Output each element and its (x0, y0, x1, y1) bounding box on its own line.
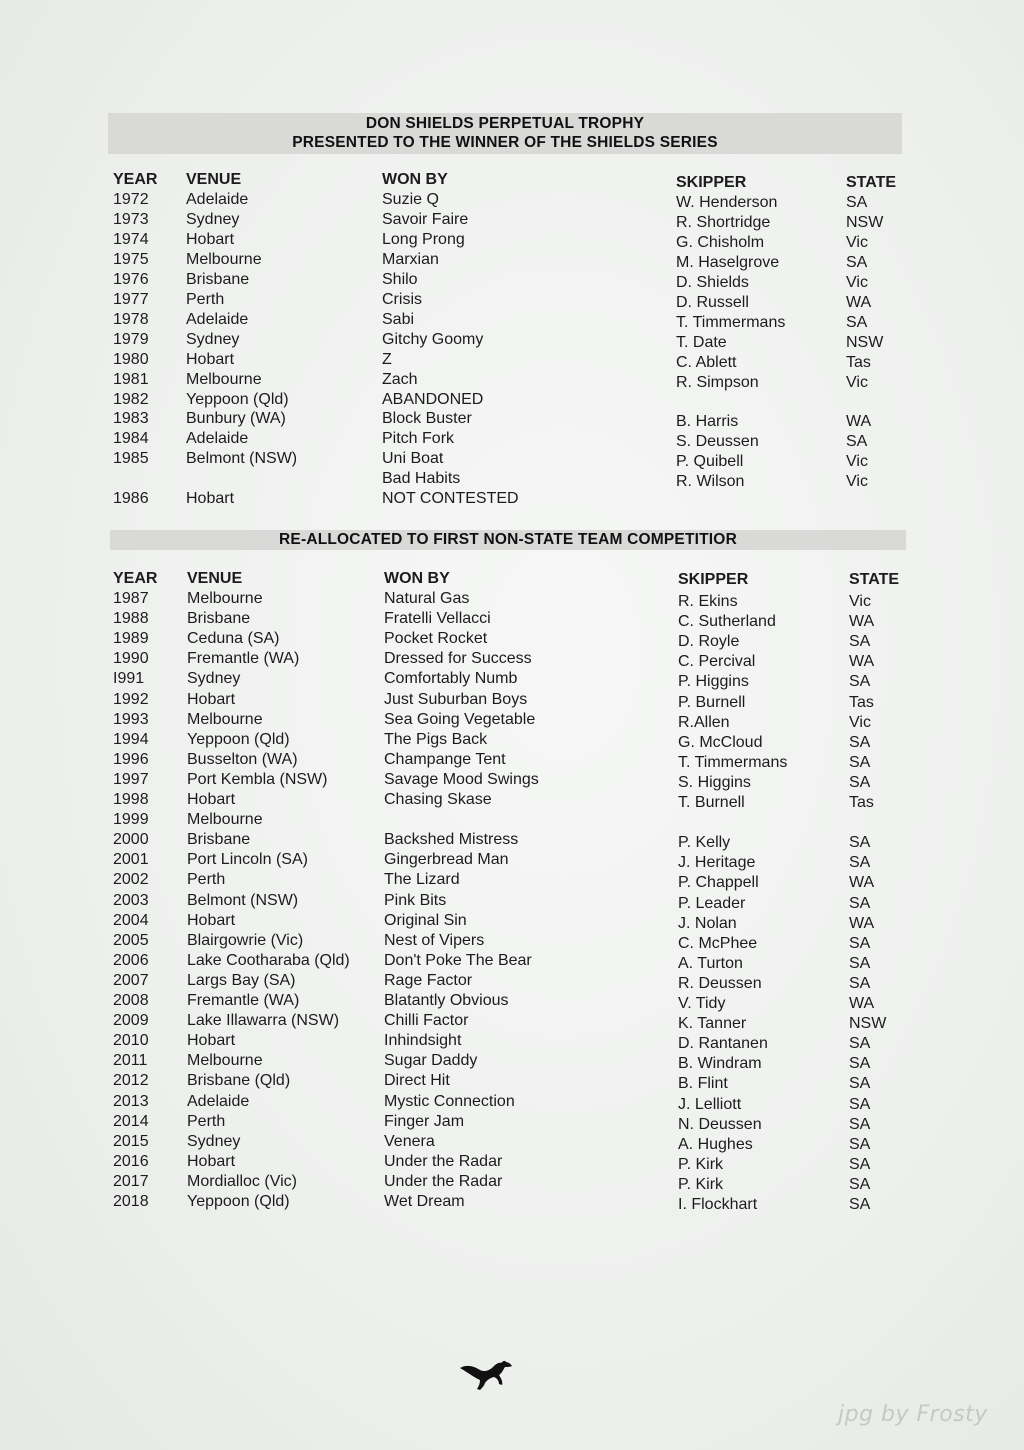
cell-skipper: P. Kirk (678, 1155, 724, 1173)
table-row (0, 991, 1024, 1011)
cell-won-by: Z (382, 350, 392, 368)
column-header-state: STATE (846, 174, 897, 191)
table-row (0, 951, 1024, 971)
cell-venue: Adelaide (186, 430, 249, 448)
cell-skipper: P. Kirk (678, 1175, 724, 1193)
cell-year: 1975 (113, 250, 149, 268)
cell-venue: Yeppoon (Qld) (187, 730, 290, 748)
cell-won-by: Bad Habits (382, 470, 461, 488)
cell-state: NSW (846, 213, 884, 231)
table-row (0, 1152, 1024, 1172)
table-row (0, 1172, 1024, 1192)
cell-year: 2007 (113, 971, 149, 989)
cell-year: 1990 (113, 650, 149, 668)
cell-skipper: M. Haselgrove (676, 253, 780, 271)
table-row (0, 850, 1024, 870)
cell-state: WA (849, 914, 875, 932)
table-row (0, 469, 1024, 489)
cell-venue: Lake Cootharaba (Qld) (187, 951, 350, 969)
cell-won-by: Finger Jam (384, 1112, 465, 1130)
cell-venue: Port Kembla (NSW) (187, 770, 328, 788)
cell-won-by: Just Suburban Boys (384, 690, 528, 708)
cell-venue: Yeppoon (Qld) (187, 1193, 290, 1210)
cell-skipper: R. Shortridge (676, 213, 771, 231)
cell-state: NSW (846, 333, 884, 351)
table-row (0, 190, 1024, 210)
reallocated-title: RE-ALLOCATED TO FIRST NON-STATE TEAM COMPETITIOR (279, 531, 737, 548)
cell-year: 2009 (113, 1012, 149, 1030)
cell-skipper: R. Wilson (676, 473, 745, 491)
cell-year: 2005 (113, 931, 149, 949)
cell-state: SA (846, 253, 868, 271)
kangaroo-icon (458, 1356, 514, 1392)
cell-skipper: B. Flint (678, 1075, 728, 1093)
cell-won-by: Sabi (382, 310, 415, 328)
cell-won-by: NOT CONTESTED (382, 490, 519, 508)
cell-won-by: Block Buster (382, 410, 472, 428)
cell-year: 2001 (113, 851, 149, 869)
cell-skipper: P. Higgins (678, 673, 749, 691)
cell-venue: Ceduna (SA) (187, 630, 280, 648)
cell-state: Tas (846, 353, 871, 371)
reallocated-title-banner (110, 530, 906, 550)
trophy-title-banner (108, 113, 902, 154)
cell-year: 2011 (113, 1052, 148, 1070)
cell-year: 1998 (113, 791, 149, 808)
cell-skipper: S. Higgins (678, 773, 751, 791)
table-header-row (0, 170, 1024, 190)
cell-state: SA (849, 1115, 871, 1133)
cell-state: SA (849, 974, 871, 992)
cell-year: 1988 (113, 610, 149, 628)
cell-venue: Port Lincoln (SA) (187, 851, 308, 869)
table-row (0, 911, 1024, 931)
cell-year: 1992 (113, 690, 149, 708)
cell-year: 1996 (113, 750, 149, 768)
cell-year: 2003 (113, 891, 149, 909)
cell-skipper: V. Tidy (678, 995, 726, 1012)
table-row (0, 770, 1024, 790)
cell-state: WA (849, 653, 875, 671)
cell-state: SA (849, 1155, 871, 1173)
cell-skipper: C. McPhee (678, 934, 758, 952)
cell-venue: Sydney (186, 210, 240, 228)
table-row (0, 370, 1024, 390)
cell-won-by: Pink Bits (384, 891, 447, 909)
table-row (0, 931, 1024, 951)
cell-state: Tas (849, 794, 874, 811)
cell-skipper: P. Leader (678, 894, 746, 912)
cell-venue: Hobart (187, 911, 236, 929)
table-row (0, 891, 1024, 911)
cell-skipper: W. Henderson (676, 194, 778, 211)
cell-won-by: Champange Tent (384, 750, 506, 768)
cell-year: 2010 (113, 1032, 149, 1050)
cell-year: 1987 (113, 590, 149, 607)
table-row (0, 810, 1024, 830)
table-row (0, 1031, 1024, 1051)
cell-year: 1997 (113, 770, 149, 788)
cell-year: 1982 (113, 390, 149, 408)
cell-state: SA (849, 1095, 871, 1113)
cell-year: 2006 (113, 951, 149, 969)
column-header-won-by: WON BY (382, 171, 448, 188)
cell-skipper: G. McCloud (678, 733, 763, 751)
cell-won-by: Dressed for Success (384, 650, 532, 668)
table-row (0, 710, 1024, 730)
cell-won-by: Zach (382, 370, 418, 388)
table-row (0, 669, 1024, 689)
cell-skipper: R. Ekins (678, 593, 738, 610)
cell-won-by: Gingerbread Man (384, 851, 509, 869)
table-row (0, 230, 1024, 250)
cell-year: 2015 (113, 1132, 149, 1150)
table-row (0, 1071, 1024, 1091)
cell-won-by: Venera (384, 1132, 435, 1150)
cell-won-by: Sugar Daddy (384, 1052, 478, 1070)
table-row (0, 870, 1024, 890)
cell-venue: Melbourne (186, 250, 262, 268)
column-header-year: YEAR (113, 171, 158, 188)
table-row (0, 730, 1024, 750)
cell-year: 1978 (113, 310, 149, 328)
cell-venue: Adelaide (187, 1092, 250, 1110)
cell-state: WA (849, 613, 875, 631)
cell-skipper: K. Tanner (678, 1015, 747, 1033)
cell-won-by: Rage Factor (384, 971, 473, 989)
cell-year: 1999 (113, 811, 149, 829)
cell-venue: Hobart (186, 490, 235, 508)
cell-venue: Fremantle (WA) (187, 992, 300, 1009)
cell-won-by: Suzie Q (382, 191, 439, 208)
cell-skipper: D. Shields (676, 273, 749, 291)
cell-won-by: Long Prong (382, 230, 465, 248)
cell-skipper: N. Deussen (678, 1115, 762, 1133)
cell-won-by: Blatantly Obvious (384, 992, 509, 1009)
cell-year: 1974 (113, 230, 149, 248)
table-row (0, 290, 1024, 310)
cell-venue: Busselton (WA) (187, 750, 298, 768)
cell-state: SA (849, 834, 871, 852)
cell-state: SA (849, 894, 871, 912)
cell-venue: Largs Bay (SA) (187, 971, 296, 989)
cell-venue: Melbourne (187, 590, 263, 607)
cell-year: 1983 (113, 410, 149, 428)
cell-skipper: B. Windram (678, 1055, 762, 1073)
cell-venue: Brisbane (186, 270, 250, 288)
table-header-row (0, 569, 1024, 589)
cell-state: SA (849, 1055, 871, 1073)
column-header-state: STATE (849, 571, 900, 588)
cell-state: Tas (849, 693, 874, 711)
cell-won-by: Shilo (382, 270, 418, 288)
cell-won-by: Savage Mood Swings (384, 770, 539, 788)
table-row (0, 750, 1024, 770)
cell-venue: Perth (187, 1112, 226, 1130)
cell-state: SA (849, 1075, 871, 1093)
cell-won-by: Inhindsight (384, 1032, 462, 1050)
cell-skipper: R.Allen (678, 713, 730, 731)
cell-venue: Brisbane (187, 831, 251, 849)
table-row (0, 971, 1024, 991)
table-row (0, 690, 1024, 710)
cell-year: 1979 (113, 330, 149, 348)
cell-skipper: R. Deussen (678, 974, 762, 992)
cell-won-by: Fratelli Vellacci (384, 610, 491, 628)
cell-state: Vic (849, 593, 871, 610)
column-header-venue: VENUE (186, 171, 242, 188)
column-header-year: YEAR (113, 570, 158, 587)
trophy-title: DON SHIELDS PERPETUAL TROPHY (365, 115, 645, 132)
cell-skipper: T. Timmermans (676, 313, 786, 331)
cell-won-by: Marxian (382, 250, 439, 268)
cell-won-by: Crisis (382, 290, 422, 308)
cell-state: SA (846, 313, 868, 331)
cell-year: 1994 (113, 730, 149, 748)
table-row (0, 270, 1024, 290)
cell-won-by: Wet Dream (384, 1193, 465, 1210)
table-row (0, 489, 1024, 509)
cell-state: NSW (849, 1015, 887, 1033)
cell-won-by: Under the Radar (384, 1172, 503, 1190)
cell-won-by: Direct Hit (384, 1072, 450, 1090)
table-row (0, 390, 1024, 410)
cell-won-by: ABANDONED (382, 390, 484, 408)
cell-skipper: C. Percival (678, 653, 756, 671)
cell-won-by: Sea Going Vegetable (384, 710, 536, 728)
cell-venue: Perth (187, 871, 226, 889)
cell-state: WA (846, 413, 872, 431)
cell-skipper: J. Heritage (678, 854, 756, 872)
cell-skipper: G. Chisholm (676, 233, 765, 251)
cell-year: 2016 (113, 1152, 149, 1170)
cell-won-by: Pocket Rocket (384, 630, 488, 648)
cell-year: 1973 (113, 210, 149, 228)
cell-won-by: Chasing Skase (384, 791, 492, 808)
cell-skipper: R. Simpson (676, 373, 759, 391)
cell-state: SA (849, 954, 871, 972)
cell-year: 2013 (113, 1092, 149, 1110)
cell-skipper: C. Sutherland (678, 613, 776, 631)
cell-venue: Sydney (186, 330, 240, 348)
cell-skipper: J. Lelliott (678, 1095, 742, 1113)
cell-won-by: Comfortably Numb (384, 670, 518, 688)
cell-state: Vic (846, 473, 868, 491)
cell-skipper: I. Flockhart (678, 1196, 758, 1213)
cell-won-by: Savoir Faire (382, 210, 469, 228)
cell-skipper: T. Timmermans (678, 753, 788, 771)
cell-won-by: Pitch Fork (382, 430, 455, 448)
cell-year: 1977 (113, 290, 149, 308)
cell-venue: Blairgowrie (Vic) (187, 931, 304, 949)
cell-year: 2012 (113, 1072, 149, 1090)
cell-skipper: D. Rantanen (678, 1035, 768, 1053)
cell-state: Vic (846, 273, 868, 291)
table-row (0, 409, 1024, 429)
cell-state: Vic (849, 713, 871, 731)
cell-venue: Melbourne (187, 710, 263, 728)
cell-skipper: D. Russell (676, 293, 749, 311)
cell-venue: Melbourne (187, 1052, 263, 1070)
cell-year: 2014 (113, 1112, 149, 1130)
cell-year: 2004 (113, 911, 149, 929)
table-row (0, 330, 1024, 350)
cell-year: 2018 (113, 1193, 149, 1210)
table-row (0, 449, 1024, 469)
cell-venue: Hobart (187, 1032, 236, 1050)
cell-won-by: Nest of Vipers (384, 931, 485, 949)
cell-won-by: Backshed Mistress (384, 831, 519, 849)
cell-venue: Sydney (187, 1132, 241, 1150)
cell-state: SA (846, 433, 868, 451)
table-row (0, 629, 1024, 649)
cell-venue: Melbourne (186, 370, 262, 388)
trophy-subtitle: PRESENTED TO THE WINNER OF THE SHIELDS SERIES (292, 134, 718, 151)
table-row (0, 429, 1024, 449)
cell-state: SA (849, 673, 871, 691)
cell-state: WA (849, 995, 875, 1012)
cell-venue: Hobart (187, 791, 236, 808)
cell-state: SA (849, 753, 871, 771)
cell-skipper: P. Chappell (678, 874, 759, 892)
cell-won-by: Chilli Factor (384, 1012, 469, 1030)
cell-state: SA (849, 773, 871, 791)
cell-skipper: T. Date (676, 333, 727, 351)
cell-venue: Hobart (186, 230, 235, 248)
cell-year: 1976 (113, 270, 149, 288)
column-header-skipper: SKIPPER (676, 174, 747, 191)
cell-year: 1981 (113, 370, 149, 388)
cell-venue: Brisbane (Qld) (187, 1072, 291, 1090)
cell-state: SA (849, 934, 871, 952)
cell-state: WA (849, 874, 875, 892)
cell-state: SA (849, 1035, 871, 1053)
cell-venue: Hobart (187, 690, 236, 708)
table-row (0, 830, 1024, 850)
table-row (0, 210, 1024, 230)
cell-venue: Hobart (187, 1152, 236, 1170)
table-row (0, 609, 1024, 629)
column-header-skipper: SKIPPER (678, 571, 749, 588)
cell-venue: Brisbane (187, 610, 251, 628)
table-row (0, 589, 1024, 609)
cell-venue: Adelaide (186, 310, 249, 328)
cell-state: SA (849, 1196, 871, 1213)
cell-state: SA (846, 194, 868, 211)
cell-skipper: P. Kelly (678, 834, 731, 852)
cell-state: SA (849, 633, 871, 651)
column-header-won-by: WON BY (384, 570, 450, 587)
cell-state: Vic (846, 233, 868, 251)
cell-venue: Sydney (187, 670, 241, 688)
table-row (0, 310, 1024, 330)
cell-year: 1972 (113, 191, 149, 208)
table-row (0, 1011, 1024, 1031)
cell-year: 2002 (113, 871, 149, 889)
cell-state: SA (849, 1135, 871, 1153)
cell-venue: Mordialloc (Vic) (187, 1172, 297, 1190)
cell-skipper: S. Deussen (676, 433, 759, 451)
table-row (0, 250, 1024, 270)
cell-year: 1985 (113, 450, 149, 468)
table-row (0, 649, 1024, 669)
cell-year: 1986 (113, 490, 149, 508)
table-row (0, 1112, 1024, 1132)
cell-venue: Perth (186, 290, 225, 308)
table-row (0, 1192, 1024, 1212)
cell-skipper: P. Quibell (676, 453, 744, 471)
cell-year: 2000 (113, 831, 149, 849)
cell-won-by: The Lizard (384, 871, 460, 889)
cell-year: I991 (113, 670, 145, 688)
cell-venue: Yeppoon (Qld) (186, 390, 289, 408)
cell-skipper: A. Hughes (678, 1135, 753, 1153)
cell-won-by: Mystic Connection (384, 1092, 515, 1110)
cell-state: Vic (846, 373, 868, 391)
cell-skipper: D. Royle (678, 633, 740, 651)
cell-venue: Lake Illawarra (NSW) (187, 1012, 340, 1030)
cell-venue: Melbourne (187, 811, 263, 829)
cell-venue: Belmont (NSW) (187, 891, 299, 909)
cell-skipper: T. Burnell (678, 794, 745, 811)
table-row (0, 1051, 1024, 1071)
cell-year: 1993 (113, 710, 149, 728)
cell-skipper: C. Ablett (676, 353, 737, 371)
cell-state: SA (849, 733, 871, 751)
cell-skipper: P. Burnell (678, 693, 746, 711)
table-row (0, 1132, 1024, 1152)
cell-won-by: Uni Boat (382, 450, 444, 468)
cell-state: WA (846, 293, 872, 311)
cell-skipper: B. Harris (676, 413, 739, 431)
cell-state: SA (849, 1175, 871, 1193)
cell-skipper: J. Nolan (678, 914, 737, 932)
column-header-venue: VENUE (187, 570, 243, 587)
cell-won-by: Don't Poke The Bear (384, 951, 532, 969)
cell-state: SA (849, 854, 871, 872)
cell-year: 2017 (113, 1172, 149, 1190)
cell-won-by: Under the Radar (384, 1152, 503, 1170)
table-row (0, 350, 1024, 370)
cell-year: 2008 (113, 992, 149, 1009)
cell-won-by: Gitchy Goomy (382, 330, 484, 348)
table-row (0, 790, 1024, 810)
cell-skipper: A. Turton (678, 954, 743, 972)
cell-venue: Fremantle (WA) (187, 650, 300, 668)
cell-venue: Belmont (NSW) (186, 450, 298, 468)
cell-year: 1980 (113, 350, 149, 368)
cell-venue: Hobart (186, 350, 235, 368)
cell-venue: Bunbury (WA) (186, 410, 286, 428)
cell-won-by: Original Sin (384, 911, 467, 929)
cell-won-by: The Pigs Back (384, 730, 488, 748)
photo-credit: jpg by Frosty (838, 1402, 988, 1427)
table-row (0, 1092, 1024, 1112)
cell-year: 1984 (113, 430, 149, 448)
cell-state: Vic (846, 453, 868, 471)
cell-year: 1989 (113, 630, 149, 648)
cell-venue: Adelaide (186, 191, 249, 208)
cell-won-by: Natural Gas (384, 590, 470, 607)
